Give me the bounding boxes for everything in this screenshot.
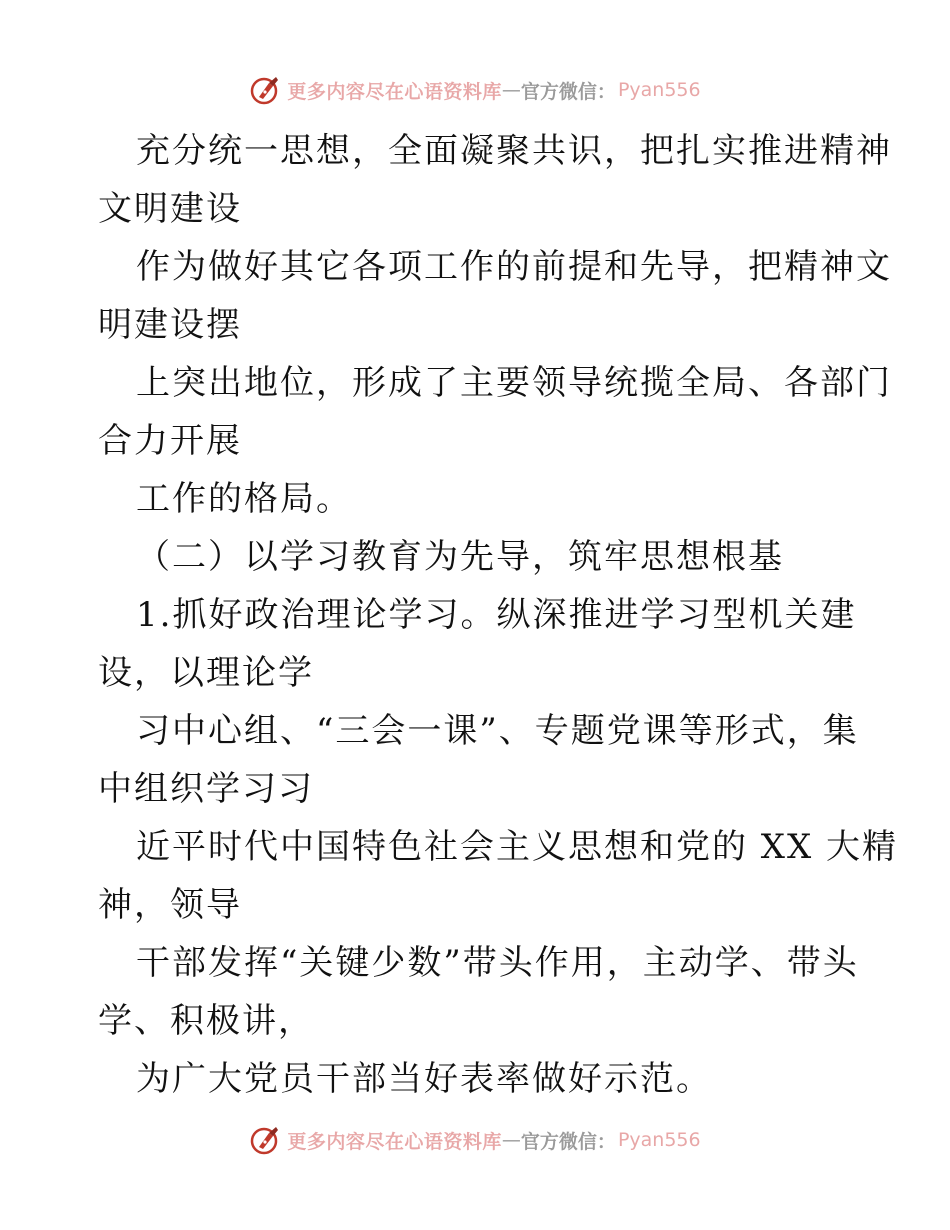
body-line: 上突出地位，形成了主要领导统揽全局、各部门 [136, 363, 892, 403]
watermark-account: Pyan556 [617, 79, 701, 101]
pen-nib-circle-icon [249, 1123, 283, 1157]
body-line: 习中心组、“三会一课”、专题党课等形式，集 [136, 711, 859, 751]
body-line: 文明建设 [98, 189, 242, 229]
pen-nib-circle-icon [249, 73, 283, 107]
body-line: 作为做好其它各项工作的前提和先导，把精神文 [136, 247, 892, 287]
body-line: 设，以理论学 [98, 653, 314, 693]
watermark-site: 更多内容尽在心语资料库 [287, 1130, 502, 1153]
watermark-official: 官方微信： [520, 80, 616, 103]
watermark-official: 官方微信： [520, 1130, 616, 1153]
body-line: 合力开展 [98, 421, 242, 461]
header-watermark [0, 70, 950, 110]
body-line: 中组织学习习 [98, 769, 314, 809]
watermark-account: Pyan556 [617, 1129, 701, 1151]
body-line: 1.抓好政治理论学习。纵深推进学习型机关建 [136, 595, 857, 635]
body-line: 干部发挥“关键少数”带头作用，主动学、带头 [136, 943, 859, 983]
body-line: 近平时代中国特色社会主义思想和党的 XX 大精 [136, 827, 899, 867]
body-line: 为广大党员干部当好表率做好示范。 [136, 1059, 712, 1099]
footer-watermark [0, 1120, 950, 1160]
body-line: 工作的格局。 [136, 479, 352, 519]
body-line: 明建设摆 [98, 305, 242, 345]
document-body [98, 122, 899, 1108]
watermark-separator: — [501, 79, 521, 101]
body-line: 充分统一思想，全面凝聚共识，把扎实推进精神 [136, 131, 892, 171]
body-line: 神，领导 [98, 885, 242, 925]
watermark-site: 更多内容尽在心语资料库 [287, 80, 502, 103]
section-heading: （二）以学习教育为先导，筑牢思想根基 [136, 537, 784, 577]
watermark-separator: — [501, 1129, 521, 1151]
body-line: 学、积极讲， [98, 1001, 314, 1041]
